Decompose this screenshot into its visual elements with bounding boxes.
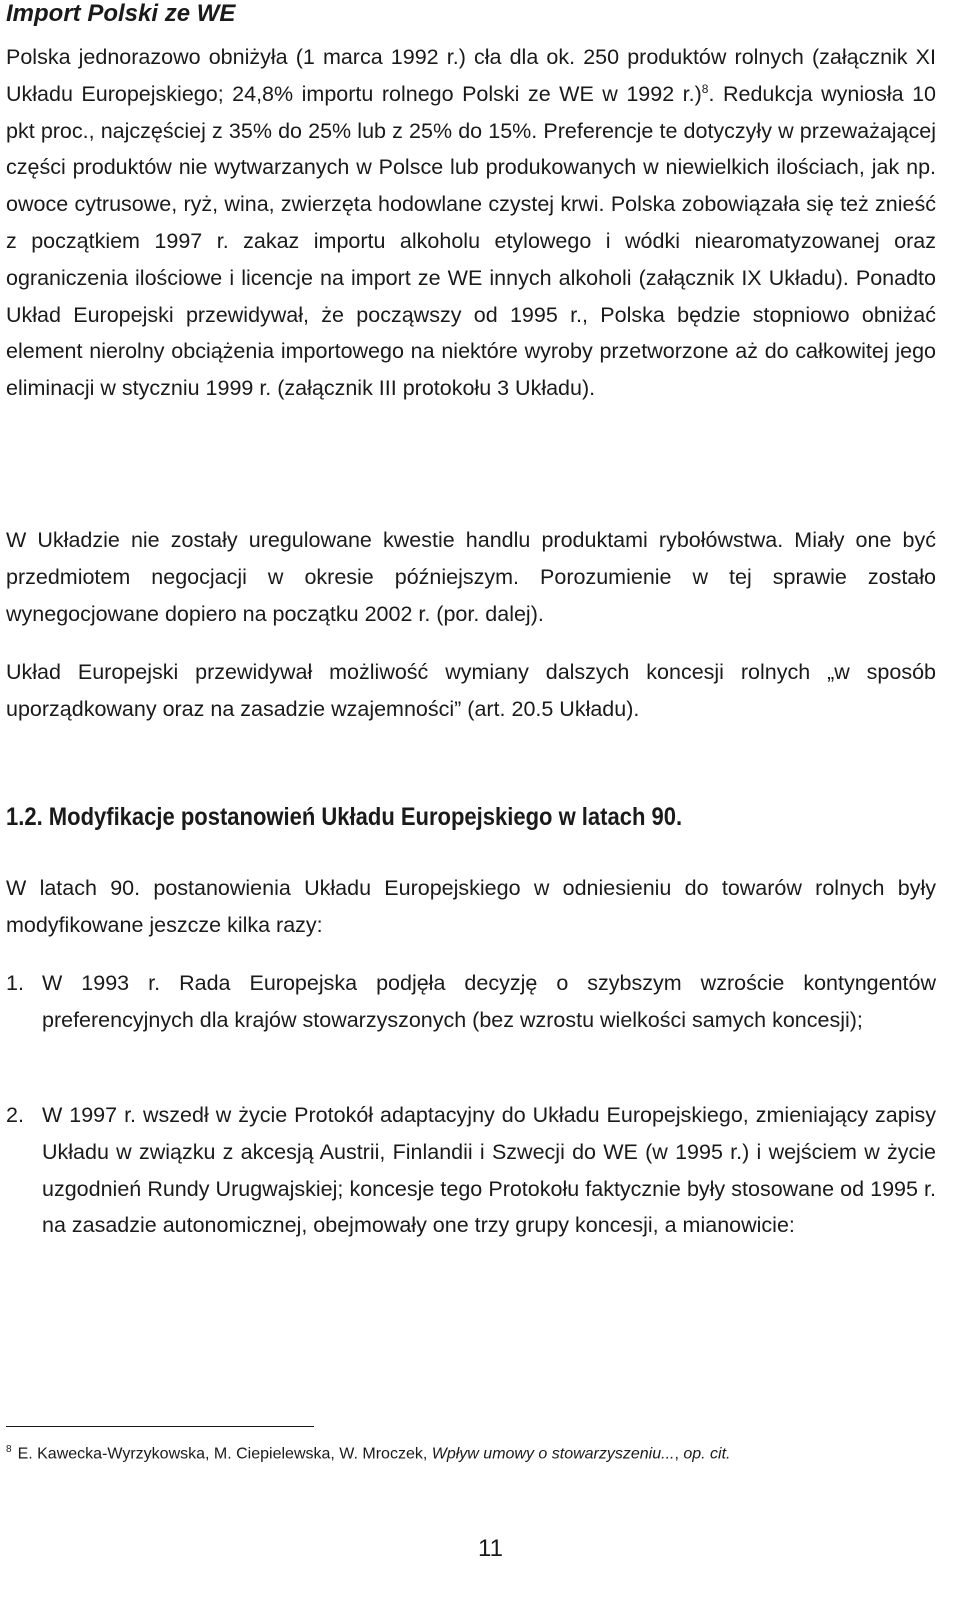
footnote — [6, 1438, 731, 1466]
list-number: 1. — [6, 971, 24, 995]
list-item — [6, 965, 936, 1039]
footnote-divider — [6, 1426, 314, 1427]
page-number: 11 — [478, 1535, 503, 1562]
footnote-mark: 8 — [6, 1444, 12, 1455]
subsection-heading: 1.2. Modyfikacje postanowień Układu Europejskiego w latach 90. — [6, 803, 683, 831]
section-heading: Import Polski ze WE — [6, 0, 236, 27]
footnote-title: Wpływ umowy o stowarzyszeniu... — [431, 1445, 675, 1463]
paragraph-concessions: Układ Europejski przewidywał możliwość wymiany dalszych koncesji rolnych „w sposób uporządkowany oraz na zasadzie wzajemności” (art. 20.5 Układu). — [6, 660, 936, 721]
paragraph-intro: W latach 90. postanowienia Układu Europejskiego w odniesieniu do towarów rolnych były modyfikowane jeszcze kilka razy: — [6, 876, 936, 937]
paragraph-import — [6, 39, 936, 407]
footnote-separator: , — [674, 1445, 684, 1463]
paragraph-text: . Redukcja wyniosła 10 pkt proc., najczęściej z 35% do 25% lub z 25% do 15%. Preferencje te dotyczyły w przeważającej części produktów nie wytwarzanych w Polsce lub produkowanych w niewielkich ilościach, jak np. owoce cytrusowe, ryż, wina, zwierzęta hodowlane czystej krwi. Polska zobowiązała się też znieść z początkiem 1997 r. zakaz importu alkoholu etylowego i wódki niearomatyzowanej oraz ograniczenia ilościowe i licencje na import ze WE innych alkoholi (załącznik IX Układu). Ponadto Układ Europejski przewidywał, że począwszy od 1995 r., Polska będzie stopniowo obniżać element nierolny obciążenia importowego na niektóre wyroby przetworzone aż do całkowitej jego eliminacji w styczniu 1999 r. (załącznik III protokołu 3 Układu). — [6, 81, 936, 401]
list-item-text: W 1997 r. wszedł w życie Protokół adaptacyjny do Układu Europejskiego, zmieniający zapisy Układu w związku z akcesją Austrii, Finlandii i Szwecji do WE (w 1995 r.) i wejściem w życie uzgodnień Rundy Urugwajskiej; koncesje tego Protokołu faktycznie były stosowane od 1995 r. na zasadzie autonomicznej, obejmowały one trzy grupy koncesji, a mianowicie: — [42, 1103, 936, 1238]
list-item — [6, 1097, 936, 1244]
footnote-ref[interactable]: 8 — [701, 81, 709, 96]
list-number: 2. — [6, 1103, 24, 1127]
paragraph-fisheries: W Układzie nie zostały uregulowane kwestie handlu produktami rybołówstwa. Miały one być przedmiotem negocjacji w okresie późniejszym. Porozumienie w tej sprawie zostało wynegocjowane dopiero na początku 2002 r. (por. dalej). — [6, 528, 936, 626]
footnote-authors: E. Kawecka-Wyrzykowska, M. Ciepielewska, W. Mroczek, — [17, 1445, 432, 1463]
list-item-text: W 1993 r. Rada Europejska podjęła decyzję o szybszym wzroście kontyngentów preferencyjnych dla krajów stowarzyszonych (bez wzrostu wielkości samych koncesji); — [42, 971, 936, 1032]
paragraph-text: Polska jednorazowo obniżyła (1 marca 1992 r.) cła dla ok. 250 produktów rolnych (załącznik XI Układu Europejskiego; 24,8% importu rolnego Polski ze WE w 1992 r.) — [6, 45, 936, 106]
footnote-cit: op. cit. — [683, 1445, 731, 1463]
